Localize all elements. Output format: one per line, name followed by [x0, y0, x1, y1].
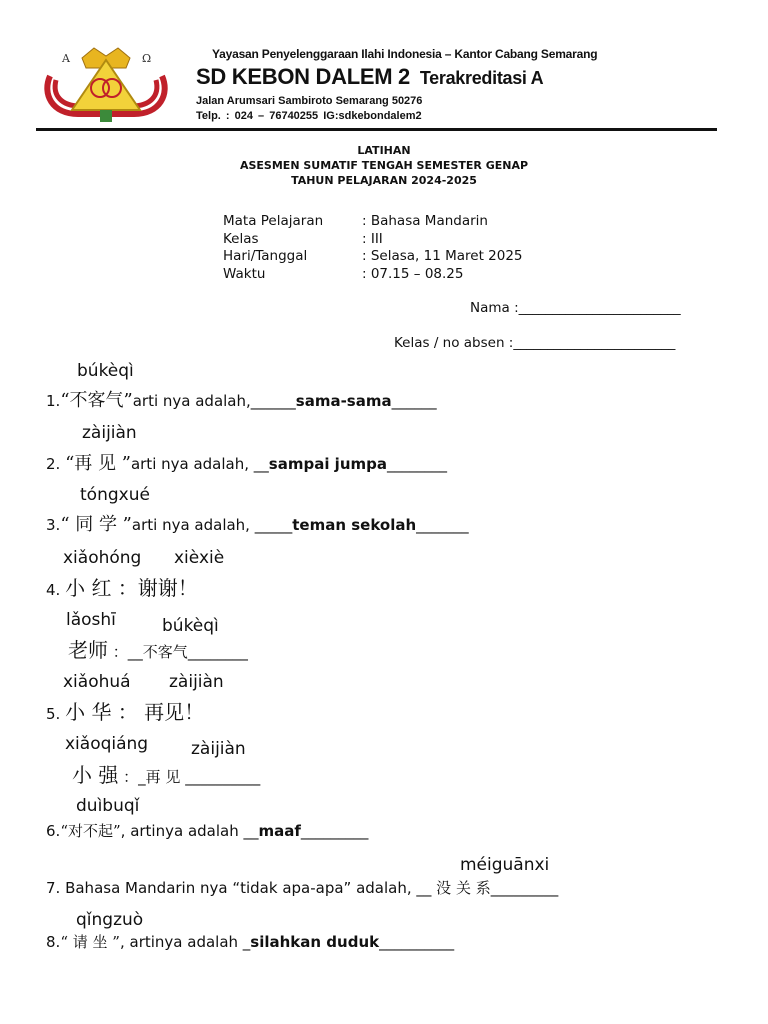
q1-answer: sama-sama [295, 392, 392, 410]
school-name: SD KEBON DALEM 2 [196, 64, 410, 89]
q5-reply-colon: ：_ [123, 768, 146, 786]
q2-pinyin: zàijiàn [82, 423, 137, 443]
info-value-subject: : Bahasa Mandarin [362, 213, 488, 229]
q3-prompt: arti nya adalah, _____ [131, 516, 293, 534]
info-value-date: : Selasa, 11 Maret 2025 [362, 248, 523, 264]
q2-blank: ________ [387, 455, 447, 473]
info-label-subject: Mata Pelajaran [223, 213, 324, 229]
q8-answer: silahkan duduk [250, 933, 380, 951]
q6-blank: _________ [300, 822, 369, 840]
q5-reply-answer: 再 见 [145, 768, 181, 786]
info-label-time: Waktu [223, 266, 266, 282]
q5-number: 5. [46, 705, 61, 723]
info-value-class: : III [362, 231, 383, 247]
q3-number: 3. [46, 516, 61, 534]
q8-blank: __________ [379, 933, 455, 951]
school-contact: Telp. : 024 – 76740255 IG:sdkebondalem2 [196, 110, 422, 122]
title-asesmen: ASESMEN SUMATIF TENGAH SEMESTER GENAP [239, 159, 529, 172]
q4-pinyin-laoshi: lǎoshī [66, 610, 116, 630]
q4-pinyin-bukeqi: búkèqì [162, 616, 219, 636]
question-7 [46, 877, 558, 898]
question-3 [46, 510, 469, 536]
q5-line: 小 华 ： 再见！ [65, 700, 205, 724]
q8-number: 8. [46, 933, 61, 951]
info-value-time: : 07.15 – 08.25 [362, 266, 464, 282]
q3-answer: teman sekolah [292, 516, 417, 534]
q6-chinese: “对不起” [60, 822, 121, 840]
q6-prompt: , artinya adalah __ [120, 822, 259, 840]
info-label-class: Kelas [223, 231, 259, 247]
q7-prompt: 7. Bahasa Mandarin nya “tidak apa-apa” adalah, __ [46, 879, 437, 897]
logo-alpha: A [62, 52, 70, 65]
question-6 [46, 820, 368, 841]
title-latihan: LATIHAN [357, 144, 411, 157]
q4-pinyin-xiexie: xièxiè [174, 548, 225, 568]
q3-pinyin: tóngxué [80, 485, 150, 505]
q4-pinyin-xiaohong: xiǎohóng [63, 548, 142, 568]
q5-pinyin-zaijian: zàijiàn [169, 672, 224, 692]
q4-number: 4. [46, 581, 61, 599]
foundation-name: Yayasan Penyelenggaraan Ilahi Indonesia – Kantor Cabang Semarang [212, 47, 598, 61]
q5-pinyin-zaijian-2: zàijiàn [191, 739, 246, 759]
title-tahun: TAHUN PELAJARAN 2024-2025 [291, 174, 477, 187]
q5-reply-name: 小 强 [72, 763, 119, 787]
q3-chinese: “ 同 学 ” [60, 514, 132, 535]
q4-line: 小 红 ：谢谢！ [65, 576, 198, 600]
q2-prompt: arti nya adalah, __ [130, 455, 269, 473]
q6-answer: maaf [258, 822, 301, 840]
q7-blank: _________ [490, 879, 559, 897]
q8-chinese: “ 请 坐 ” [60, 933, 120, 951]
q8-prompt: , artinya adalah _ [119, 933, 251, 951]
q2-chinese: “再 见 ” [65, 453, 131, 474]
q4-reply [68, 634, 248, 663]
q1-chinese: “不客气” [60, 390, 133, 411]
q4-reply-colon: ：__ [112, 643, 143, 661]
q2-answer: sampai jumpa [268, 455, 387, 473]
q4-reply-blank: ________ [187, 643, 248, 661]
info-label-date: Hari/Tanggal [223, 248, 308, 264]
question-4 [46, 572, 198, 601]
question-1 [46, 386, 437, 412]
question-8 [46, 931, 454, 952]
logo-omega: Ω [142, 52, 152, 65]
q1-blank: ______ [391, 392, 437, 410]
q4-reply-answer: 不客气 [142, 643, 188, 661]
q4-reply-name: 老师 [68, 638, 108, 662]
school-header [196, 64, 543, 90]
q2-number: 2. [46, 455, 66, 473]
q6-pinyin: duìbuqǐ [76, 796, 140, 816]
school-address: Jalan Arumsari Sambiroto Semarang 50276 [196, 95, 423, 107]
accreditation: Terakreditasi A [419, 68, 544, 88]
q1-pinyin: búkèqì [77, 361, 134, 381]
q6-number: 6. [46, 822, 61, 840]
q3-blank: _______ [416, 516, 469, 534]
header-divider [36, 128, 717, 131]
q5-pinyin-xiaohua: xiǎohuá [63, 672, 131, 692]
q5-reply-blank: __________ [180, 768, 261, 786]
q8-pinyin: qǐngzuò [76, 910, 144, 930]
q7-pinyin: méiguānxi [460, 855, 550, 875]
class-absen-field[interactable]: Kelas / no absen :________________________ [394, 335, 676, 351]
question-5 [46, 696, 204, 725]
question-2 [46, 449, 447, 475]
name-field[interactable]: Nama :________________________ [470, 300, 681, 316]
q7-answer: 没 关 系 [436, 879, 491, 897]
q1-number: 1. [46, 392, 61, 410]
q5-reply [72, 759, 260, 788]
school-logo [42, 44, 170, 126]
q5-pinyin-xiaoqiang: xiǎoqiáng [65, 734, 149, 754]
q1-prompt: arti nya adalah,______ [132, 392, 296, 410]
